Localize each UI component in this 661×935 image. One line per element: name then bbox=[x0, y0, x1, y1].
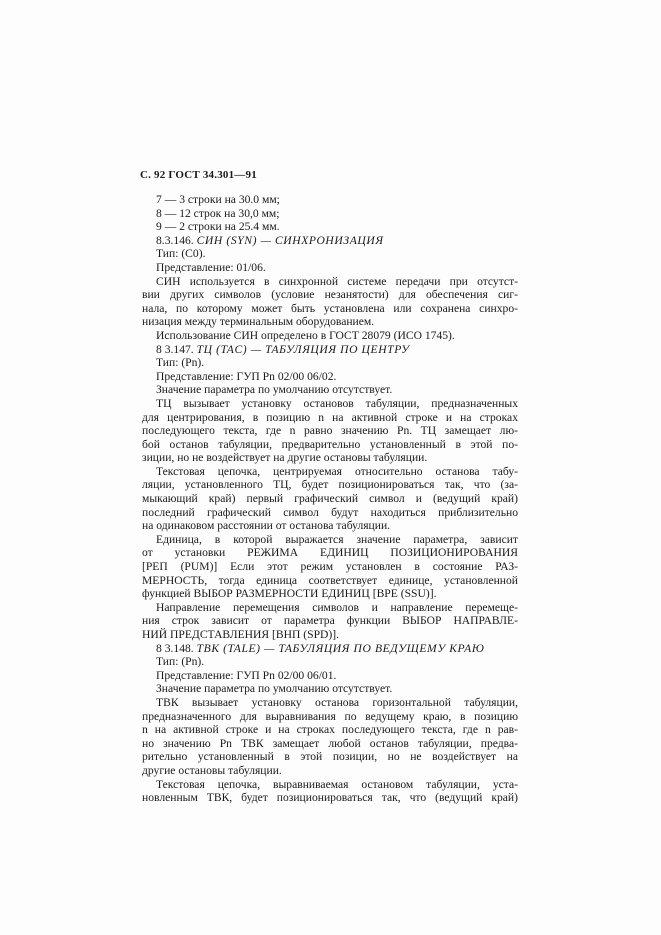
text-line: последующего текста, где n равно значению Pn. ТЦ замещает лю- bbox=[142, 424, 518, 438]
text-line: низация между терминальным оборудованием. bbox=[142, 315, 375, 329]
section-heading bbox=[142, 642, 518, 656]
text-line: Единица, в которой выражается значение параметра, зависит bbox=[156, 532, 518, 546]
text-line: зиции, но не воздействует на другие остановы табуляции. bbox=[142, 451, 428, 465]
text-line: Значение параметра по умолчанию отсутствует. bbox=[156, 383, 393, 397]
text-line: n на активной строке и на строках последующего текста, где n рав- bbox=[142, 723, 518, 737]
text-line: 7 — 3 строки на 30.0 мм; bbox=[156, 193, 280, 206]
text-line: [РЕП (PUM)] Если этот режим установлен в состояние РАЗ- bbox=[142, 560, 518, 574]
text-line: МЕРНОСТЬ, тогда единица соответствует единице, установленной bbox=[142, 573, 518, 587]
text-line: нала, по которому может быть установлена или сохранена синхро- bbox=[142, 301, 518, 315]
text-line: на одинаковом расстоянии от останова табуляции. bbox=[142, 519, 391, 533]
text-line: для центрирования, в позицию n на активной строке и на строках bbox=[142, 410, 518, 424]
text-line: функцией ВЫБОР РАЗМЕРНОСТИ ЕДИНИЦ [ВРЕ (SSU)]. bbox=[142, 587, 437, 601]
text-line: Представление: ГУП Pn 02/00 06/02. bbox=[156, 369, 337, 383]
text-line: 8 — 12 строк на 30,0 мм; bbox=[156, 206, 280, 220]
text-line: бой останов табуляции, предварительно установленный в этой по- bbox=[142, 437, 518, 451]
text-line: ТВК вызывает установку останова горизонтальной табуляции, bbox=[156, 695, 518, 709]
text-line: последний графический символ будут находиться приблизительно bbox=[142, 505, 518, 519]
text-line: Представление: 01/06. bbox=[156, 260, 266, 274]
text-line: Использование СИН определено в ГОСТ 28079 (ИСО 1745). bbox=[156, 328, 455, 342]
text-line: Текстовая цепочка, выравниваемая остановом табуляции, уста- bbox=[156, 777, 518, 791]
page-header: С. 92 ГОСТ 34.301—91 bbox=[140, 169, 257, 181]
text-line: Тип: (Pn). bbox=[156, 356, 205, 370]
text-line: ляции, установленного ТЦ, будет позиционироваться так, что (за- bbox=[142, 478, 518, 492]
section-title: ТЦ (TAC) — ТАБУЛЯЦИЯ ПО ЦЕНТРУ bbox=[196, 342, 410, 356]
text-line: новленным ТВК, будет позиционироваться так, что (ведущий край) bbox=[142, 791, 518, 805]
text-line: предназначенного для выравнивания по ведущему краю, в позицию bbox=[142, 709, 518, 723]
section-heading bbox=[142, 343, 518, 357]
text-line: другие остановы табуляции. bbox=[142, 763, 282, 777]
text-line: рительно установленный в этой позиции, но не воздействует на bbox=[142, 750, 518, 764]
section-heading bbox=[142, 234, 518, 248]
text-line: но значению Pn ТВК замещает любой останов табуляции, предва- bbox=[142, 736, 518, 750]
text-line: от установки РЕЖИМА ЕДИНИЦ ПОЗИЦИОНИРОВАНИЯ bbox=[142, 546, 518, 560]
text-line: Значение параметра по умолчанию отсутствует. bbox=[156, 682, 393, 696]
section-number: 8.3.146. bbox=[156, 233, 194, 247]
section-title: ТВК (TALE) — ТАБУЛЯЦИЯ ПО ВЕДУЩЕМУ КРАЮ bbox=[196, 641, 485, 655]
text-line: вии других символов (условие незанятости) для обеспечения сиг- bbox=[142, 288, 518, 302]
document-body bbox=[142, 193, 518, 805]
text-line: НИЙ ПРЕДСТАВЛЕНИЯ [ВНП (SPD)]. bbox=[142, 628, 340, 641]
text-line: мыкающий край) первый графический символ и (ведущий край) bbox=[142, 492, 518, 506]
text-line: Представление: ГУП Pn 02/00 06/01. bbox=[156, 668, 337, 682]
text-line: Направление перемещения символов и направление перемеще- bbox=[156, 600, 518, 614]
text-line: ния строк зависит от параметра функции ВЫБОР НАПРАВЛЕ- bbox=[142, 614, 518, 628]
text-line: СИН используется в синхронной системе передачи при отсутст- bbox=[156, 274, 518, 288]
text-line: Текстовая цепочка, центрируемая относительно останова табу- bbox=[156, 464, 518, 478]
text-line: Тип: (С0). bbox=[156, 247, 206, 261]
text-line: ТЦ вызывает установку остановов табуляции, предназначенных bbox=[156, 396, 518, 410]
section-title: СИН (SYN) — СИНХРОНИЗАЦИЯ bbox=[196, 233, 384, 247]
section-number: 8 3.148. bbox=[156, 641, 194, 655]
section-number: 8 3.147. bbox=[156, 342, 194, 356]
text-line: Тип: (Pn). bbox=[156, 655, 205, 669]
text-line: 9 — 2 строки на 25.4 мм. bbox=[156, 220, 280, 234]
